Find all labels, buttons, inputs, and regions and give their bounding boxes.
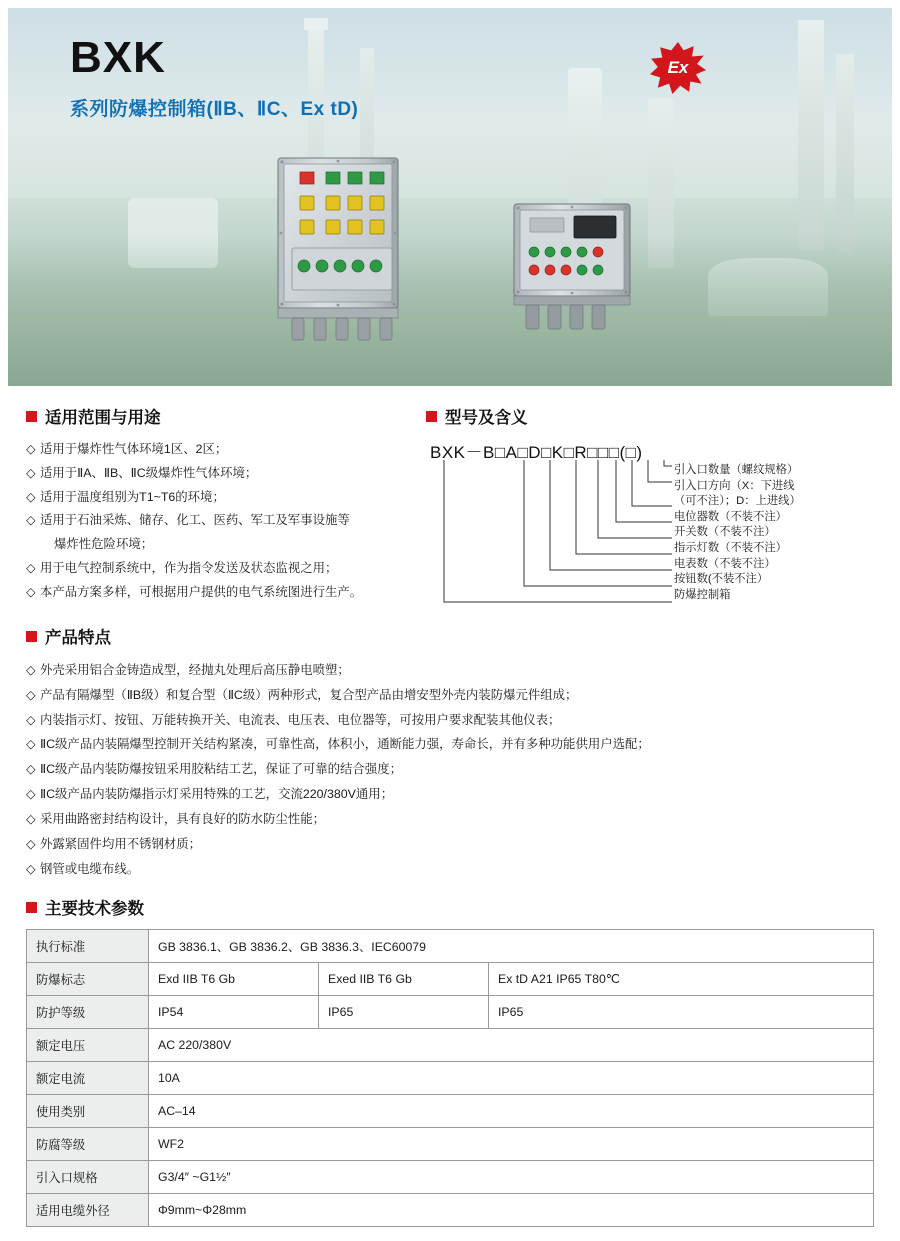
diamond-bullet-icon: ◇	[26, 442, 36, 456]
model-code-diagram	[426, 438, 874, 618]
hero-title-block	[70, 33, 359, 121]
list-item-text: 钢管或电缆布线。	[40, 861, 140, 876]
spec-table	[26, 929, 874, 1227]
diamond-bullet-icon: ◇	[26, 712, 36, 727]
spec-value: GB 3836.1、GB 3836.2、GB 3836.3、IEC60079	[149, 930, 874, 963]
spec-value: AC–14	[149, 1095, 874, 1128]
brand-name: BXK	[70, 33, 166, 82]
table-row	[27, 1194, 874, 1227]
hero-banner	[8, 8, 892, 386]
list-item-text: 用于电气控制系统中，作为指令发送及状态监视之用；	[40, 561, 338, 576]
spec-key: 适用电缆外径	[27, 1194, 149, 1227]
spec-key: 使用类别	[27, 1095, 149, 1128]
list-item	[26, 708, 874, 733]
spec-key: 额定电流	[27, 1062, 149, 1095]
list-item	[26, 581, 416, 605]
spec-value: Exd IIB T6 Gb	[149, 963, 319, 996]
legend-item: 防爆控制箱	[674, 588, 731, 601]
list-item	[26, 438, 416, 462]
table-row	[27, 996, 874, 1029]
spec-value: Exed IIB T6 Gb	[319, 963, 489, 996]
list-item-text: ⅡC级产品内装防爆指示灯采用特殊的工艺，交流220/380V通用；	[40, 787, 394, 802]
section-heading-specs	[26, 895, 874, 919]
list-item-text: 外壳采用铝合金铸造成型，经抛丸处理后高压静电喷塑；	[40, 663, 350, 677]
ex-badge-label: Ex	[667, 58, 689, 77]
list-item-text: 适用于爆炸性气体环境1区、2区；	[40, 442, 228, 456]
list-item-text: 爆炸性危险环境；	[54, 537, 154, 552]
product-photo-large-control-box	[270, 148, 456, 373]
spec-value: AC 220/380V	[149, 1029, 874, 1062]
list-item	[26, 782, 874, 807]
spec-value: IP54	[149, 996, 319, 1029]
list-item	[26, 757, 874, 782]
diamond-bullet-icon: ◇	[26, 737, 36, 752]
spec-key: 引入口规格	[27, 1161, 149, 1194]
legend-item: 开关数（不装不注）	[674, 526, 776, 539]
list-item	[26, 557, 416, 581]
section-title-specs: 主要技术参数	[45, 900, 144, 919]
red-square-icon	[26, 631, 37, 642]
spec-value: WF2	[149, 1128, 874, 1161]
legend-item: 按钮数(不装不注）	[674, 573, 769, 586]
legend-item: 电位器数（不装不注）	[674, 510, 787, 523]
spec-key: 执行标准	[27, 930, 149, 963]
table-row	[27, 1095, 874, 1128]
refinery-stack-cap	[304, 18, 328, 30]
refinery-stack	[798, 20, 824, 250]
diamond-bullet-icon: ◇	[26, 584, 36, 599]
legend-item: 引入口数量（螺纹规格）	[674, 464, 799, 476]
list-item-text: 适用于温度组别为T1~T6的环境；	[40, 489, 225, 504]
diamond-bullet-icon: ◇	[26, 811, 36, 826]
product-photo-small-control-box	[508, 196, 638, 361]
diamond-bullet-icon: ◇	[26, 513, 36, 528]
list-item-continued	[26, 533, 416, 557]
list-item-text: 内装指示灯、按钮、万能转换开关、电流表、电压表、电位器等，可按用户要求配装其他仪表；	[40, 712, 561, 727]
list-item-text: 产品有隔爆型（ⅡB级）和复合型（ⅡC级）两种形式，复合型产品由增安型外壳内装防爆元件组成；	[40, 687, 578, 702]
list-item-text: 采用曲路密封结构设计，具有良好的防水防尘性能；	[40, 811, 325, 826]
table-row	[27, 1128, 874, 1161]
diamond-bullet-icon: ◇	[26, 663, 36, 677]
list-item-text: 本产品方案多样，可根据用户提供的电气系统图进行生产。	[40, 584, 363, 599]
table-row	[27, 930, 874, 963]
column-model	[416, 386, 874, 618]
diamond-bullet-icon: ◇	[26, 836, 36, 851]
section-heading-features	[26, 624, 874, 648]
diamond-bullet-icon: ◇	[26, 762, 36, 777]
model-code-string: BXK－B□A□D□K□R□□□(□)	[430, 443, 643, 462]
spec-key: 防护等级	[27, 996, 149, 1029]
leader-lines	[426, 460, 896, 620]
spec-key: 防爆标志	[27, 963, 149, 996]
diamond-bullet-icon: ◇	[26, 561, 36, 576]
legend-item: 引入口方向（X：下进线	[674, 479, 795, 492]
red-square-icon	[26, 902, 37, 913]
red-square-icon	[426, 411, 437, 422]
diamond-bullet-icon: ◇	[26, 465, 36, 480]
scope-list	[26, 438, 416, 605]
section-title-scope: 适用范围与用途	[45, 409, 161, 427]
refinery-stack	[836, 54, 854, 254]
table-row	[27, 963, 874, 996]
list-item-text: ⅡC级产品内装防爆按钮采用胶粘结工艺，保证了可靠的结合强度；	[40, 762, 402, 777]
list-item-text: ⅡC级产品内装隔爆型控制开关结构紧凑，可靠性高，体积小，通断能力强，寿命长，并有多种功能供用户选配；	[40, 737, 650, 752]
section-title-model: 型号及含义	[445, 409, 528, 427]
list-item	[26, 857, 874, 882]
section-heading-model	[426, 404, 874, 428]
list-item-text: 适用于ⅡA、ⅡB、ⅡC级爆炸性气体环境；	[40, 465, 258, 480]
column-scope	[26, 386, 416, 618]
diamond-bullet-icon: ◇	[26, 861, 36, 876]
list-item	[26, 462, 416, 486]
diamond-bullet-icon: ◇	[26, 489, 36, 504]
page-body	[0, 386, 900, 1241]
spec-value: IP65	[319, 996, 489, 1029]
spec-key: 额定电压	[27, 1029, 149, 1062]
list-item	[26, 658, 874, 683]
list-item	[26, 807, 874, 832]
model-legend-labels	[674, 462, 801, 602]
list-item	[26, 683, 874, 708]
spec-value: Ex tD A21 IP65 T80℃	[489, 963, 874, 996]
product-subtitle: 系列防爆控制箱(ⅡB、ⅡC、Ex tD)	[70, 99, 359, 120]
list-item	[26, 486, 416, 510]
spec-value: Φ9mm~Φ28mm	[149, 1194, 874, 1227]
list-item-text: 适用于石油采炼、储存、化工、医药、军工及军事设施等	[40, 513, 350, 528]
section-heading-scope	[26, 404, 416, 428]
legend-item: （可不注）；D：上进线）	[674, 495, 801, 508]
section-title-features: 产品特点	[45, 629, 111, 647]
list-item	[26, 832, 874, 857]
features-list	[26, 658, 874, 881]
spec-key: 防腐等级	[27, 1128, 149, 1161]
spec-value: IP65	[489, 996, 874, 1029]
legend-item: 电表数（不装不注）	[674, 557, 776, 570]
table-row	[27, 1029, 874, 1062]
list-item	[26, 732, 874, 757]
spec-table-wrapper	[26, 929, 874, 1241]
red-square-icon	[26, 411, 37, 422]
spec-value: G3/4″ ~G1½″	[149, 1161, 874, 1194]
ex-certification-badge	[650, 42, 706, 94]
diamond-bullet-icon: ◇	[26, 687, 36, 702]
list-item-text: 外露紧固件均用不锈钢材质；	[40, 836, 202, 851]
spec-value: 10A	[149, 1062, 874, 1095]
table-row	[27, 1161, 874, 1194]
two-column-area	[26, 386, 874, 618]
legend-item: 指示灯数（不装不注）	[674, 541, 787, 554]
list-item	[26, 509, 416, 533]
table-row	[27, 1062, 874, 1095]
diamond-bullet-icon: ◇	[26, 787, 36, 802]
